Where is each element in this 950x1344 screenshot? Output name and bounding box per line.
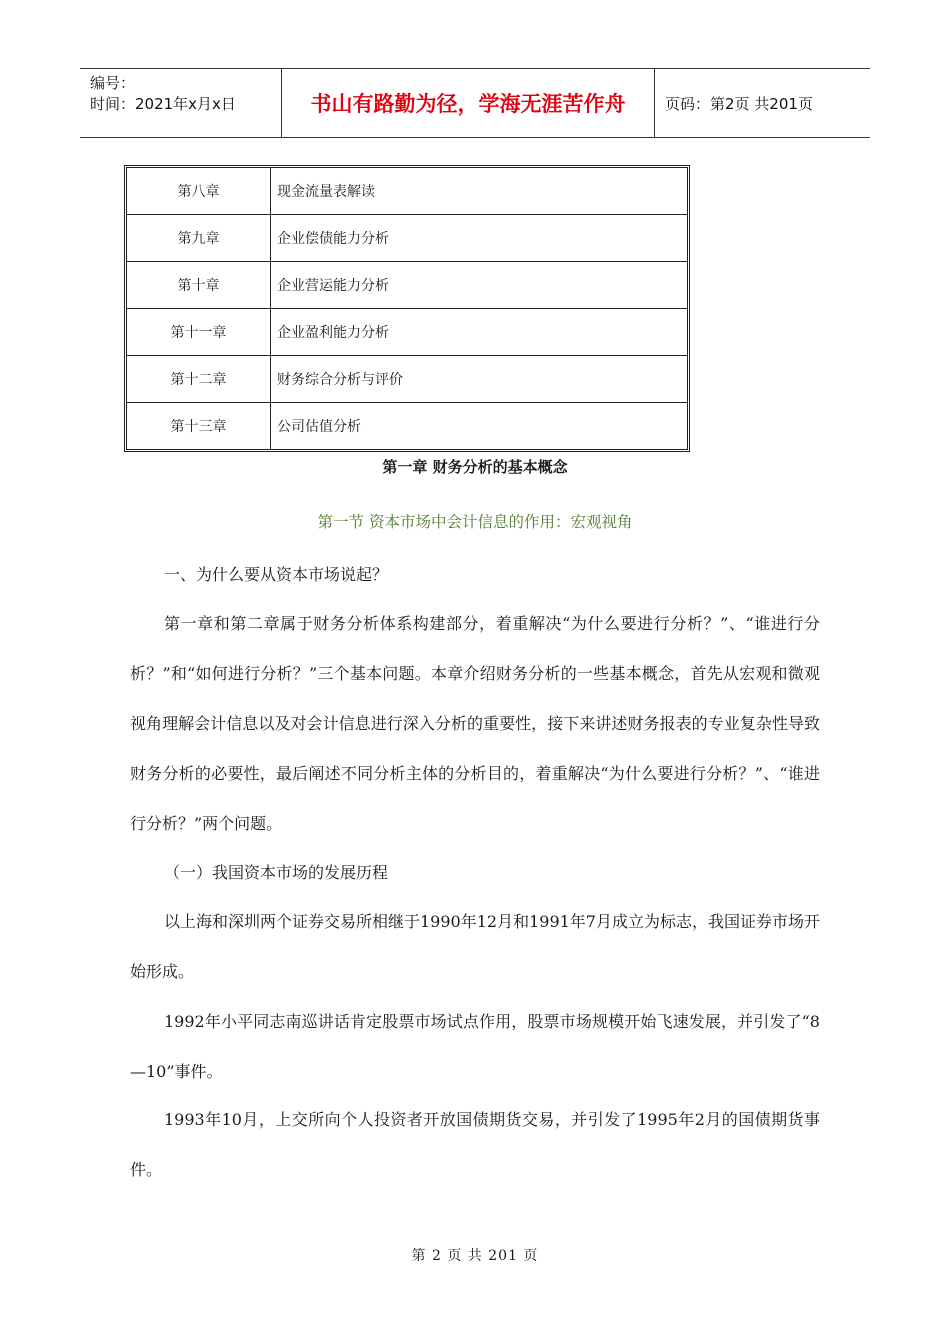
heading-1: 一、为什么要从资本市场说起？ [164,565,389,584]
toc-chapter: 第九章 [127,215,271,261]
toc-title: 企业盈利能力分析 [277,325,389,341]
toc-chapter: 第十二章 [127,356,271,402]
toc-title: 公司估值分析 [277,419,361,435]
paragraph-1-block [130,599,820,849]
toc-row [127,168,687,215]
toc-row [127,262,687,309]
header-motto: 书山有路勤为径，学海无涯苦作舟 [282,69,655,137]
chapter-title: 第一章 财务分析的基本概念 [382,458,568,476]
toc-chapter: 第十章 [127,262,271,308]
header-page-info: 页码：第2页 共201页 [665,94,813,113]
toc-chapter: 第八章 [127,168,271,214]
paragraph-3-block [130,997,820,1097]
toc-title: 财务综合分析与评价 [277,372,403,388]
subheading: （一）我国资本市场的发展历程 [164,863,389,882]
paragraph-2: 以上海和深圳两个证券交易所相继于1990年12月和1991年7月成立为标志，我国证券市场开始形成。 [130,912,820,981]
number-label: 编号： [90,74,136,92]
toc-row [127,403,687,449]
page-footer: 第 2 页 共 201 页 [411,1248,539,1264]
header-meta [80,69,282,137]
paragraph-2-block [130,897,820,997]
document-header [80,68,870,138]
time-label: 时间：2021年x月x日 [90,95,236,113]
paragraph-4: 1993年10月，上交所向个人投资者开放国债期货交易，并引发了1995年2月的国债期货事件。 [130,1110,820,1179]
toc-title: 企业偿债能力分析 [277,231,389,247]
paragraph-4-block [130,1095,820,1195]
section-title: 第一节 资本市场中会计信息的作用：宏观视角 [317,513,633,531]
toc-chapter: 第十一章 [127,309,271,355]
toc-row [127,215,687,262]
toc-table [124,165,690,452]
toc-row [127,309,687,356]
toc-row [127,356,687,403]
paragraph-1: 第一章和第二章属于财务分析体系构建部分，着重解决“为什么要进行分析？”、“谁进行分析？”和“如何进行分析？”三个基本问题。本章介绍财务分析的一些基本概念，首先从宏观和微观视角理解会计信息以及对会计信息进行深入分析的重要性，接下来讲述财务报表的专业复杂性导致财务分析的必要性，最后阐述不同分析主体的分析目的，着重解决“为什么要进行分析？”、“谁进行分析？”两个问题。 [130,614,820,833]
toc-title: 企业营运能力分析 [277,278,389,294]
toc-title: 现金流量表解读 [277,184,375,200]
paragraph-3: 1992年小平同志南巡讲话肯定股票市场试点作用，股票市场规模开始飞速发展，并引发了“8—10”事件。 [130,1012,820,1081]
toc-chapter: 第十三章 [127,403,271,449]
